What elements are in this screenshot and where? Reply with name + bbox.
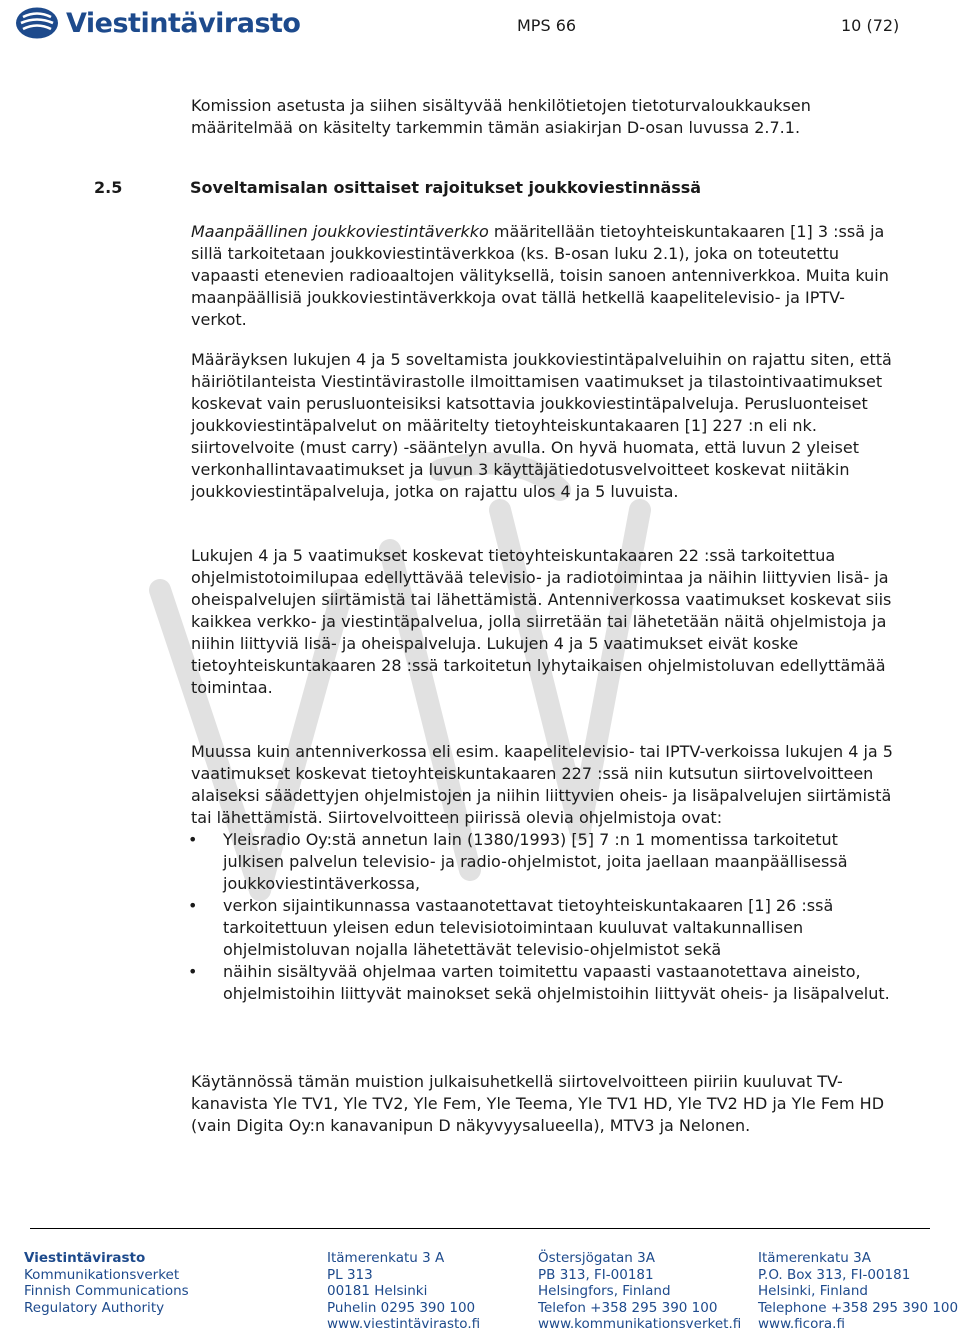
paragraph-3-text: Lukujen 4 ja 5 vaatimukset koskevat tietoyhteiskuntakaaren 22 :ssä tarkoitettua ohjelmistotoimilupaa edellyttävää televisio- ja radiotoimintaa ja näihin liittyvien lisä- ja oheispalvelujen siirtämistä tai lähettämistä. Antenniverkossa vaatimukset koskevat siis kaikkea verkko- ja viestintäpalvelua, jolla siirretään tai lähetetään näitä ohjelmistoja ja niihin liittyviä lisä- ja oheispalveluja. Lukujen 4 ja 5 vaatimukset eivät koske tietoyhteiskuntakaaren 28 :ssä tarkoitetun lyhytaikaisen ohjelmistoluvan edellyttämää toimintaa.	[191, 546, 892, 697]
agency-logo	[14, 6, 301, 40]
footer-col-1: Viestintävirasto Kommunikationsverket Finnish Communications Regulatory Authority	[24, 1250, 189, 1316]
intro-text: Komission asetusta ja siihen sisältyvää henkilötietojen tietoturvaloukkauksen määritelmää on käsitelty tarkemmin tämän asiakirjan D-osan luvussa 2.7.1.	[191, 96, 811, 137]
paragraph-1	[191, 221, 899, 331]
paragraph-2	[191, 349, 899, 503]
agency-logo-icon	[14, 6, 60, 40]
page-number: 10 (72)	[841, 16, 900, 35]
footer-col-4: Itämerenkatu 3A P.O. Box 313, FI-00181 Helsinki, Finland Telephone +358 295 390 100 www.ficora.fi	[758, 1250, 959, 1332]
footer-link[interactable]: www.kommunikationsverket.fi	[538, 1316, 742, 1332]
list-item: • verkon sijaintikunnassa vastaanotettavat tietoyhteiskuntakaaren [1] 26 :ssä tarkoitettuun yleisen edun televisiotoimintaan kuuluvat valtakunnallisen ohjelmistoluvan nojalla lähetettävät televisio-ohjelmistot sekä	[188, 896, 834, 959]
intro-paragraph	[191, 95, 899, 139]
bullet-icon: •	[188, 830, 198, 849]
term-italic: Maanpäällinen joukkoviestintäverkko	[191, 222, 489, 241]
section-heading	[94, 178, 701, 197]
footer-col-3: Östersjögatan 3A PB 313, FI-00181 Helsingfors, Finland Telefon +358 295 390 100 www.kommunikationsverket.fi	[538, 1250, 742, 1332]
footer-link[interactable]: www.viestintävirasto.fi	[327, 1316, 481, 1332]
footer-col-2: Itämerenkatu 3 A PL 313 00181 Helsinki Puhelin 0295 390 100 www.viestintävirasto.fi	[327, 1250, 481, 1332]
logo-text: Viestintävirasto	[66, 7, 301, 39]
list-item: • Yleisradio Oy:stä annetun lain (1380/1993) [5] 7 :n 1 momentissa tarkoitetut julkisen palvelun televisio- ja radio-ohjelmistot, joita jaellaan maanpäällisessä joukkoviestintäverkossa,	[188, 830, 848, 893]
paragraph-3	[191, 545, 899, 699]
paragraph-5	[191, 1071, 899, 1137]
section-title: Soveltamisalan osittaiset rajoitukset joukkoviestinnässä	[190, 178, 702, 197]
bullet-icon: •	[188, 962, 198, 981]
footer-link[interactable]: www.ficora.fi	[758, 1316, 845, 1332]
paragraph-4-text: Muussa kuin antenniverkossa eli esim. kaapelitelevisio- tai IPTV-verkoissa lukujen 4 ja 5 vaatimukset koskevat tietoyhteiskuntakaaren 227 :ssä niin kutsutun siirtovelvoitteen alaiseksi säädettyjen ohjelmistojen ja niihin liittyvien oheis- ja lisäpalvelujen siirtämistä tai lähettämistä. Siirtovelvoitteen piirissä olevia ohjelmistoja ovat:	[191, 742, 893, 827]
paragraph-5-text: Käytännössä tämän muistion julkaisuhetkellä siirtovelvoitteen piiriin kuuluvat TV-kanavista Yle TV1, Yle TV2, Yle Fem, Yle Teema, Yle TV1 HD, Yle TV2 HD ja Yle Fem HD (vain Digita Oy:n kanavanipun D näkyvyysalueella), MTV3 ja Nelonen.	[191, 1072, 885, 1135]
bullet-list	[188, 829, 899, 1005]
paragraph-4	[188, 741, 899, 1005]
footer-divider	[30, 1228, 930, 1229]
document-id: MPS 66	[517, 16, 577, 35]
bullet-icon: •	[188, 896, 198, 915]
list-item: • näihin sisältyvää ohjelmaa varten toimitettu vapaasti vastaanotettava aineisto, ohjelmistoihin liittyvät mainokset sekä ohjelmistoihin liittyvät oheis- ja lisäpalvelut.	[188, 962, 890, 1003]
section-number: 2.5	[94, 178, 123, 197]
paragraph-2-text: Määräyksen lukujen 4 ja 5 soveltamista joukkoviestintäpalveluihin on rajattu siten, että häiriötilanteista Viestintävirastolle ilmoittamisen vaatimukset ja tilastointivaatimukset koskevat vain perusluonteisiksi katsottavia joukkoviestintäpalveluja. Perusluonteiset joukkoviestintäpalvelut on määritelty tietoyhteiskuntakaaren [1] 227 :n eli nk. siirtovelvoite (must carry) -sääntelyn avulla. On hyvä huomata, että luvun 2 yleiset verkonhallintavaatimukset ja luvun 3 käyttäjätiedotusvelvoitteet koskevat niitäkin joukkoviestintäpalveluja, jotka on rajattu ulos 4 ja 5 luvuista.	[191, 350, 892, 501]
paragraph-1-text: määritellään tietoyhteiskuntakaaren [1] 3 :ssä ja sillä tarkoitetaan joukkoviestintäverkkoa (ks. B-osan luku 2.1), joka on toteutettu vapaasti etenevien radioaaltojen välityksellä, toisin sanoen antenniverkkoa. Muita kuin maanpäällisiä joukkoviestintäverkkoja ovat tällä hetkellä kaapelitelevisio- ja IPTV-verkot.	[191, 222, 889, 329]
